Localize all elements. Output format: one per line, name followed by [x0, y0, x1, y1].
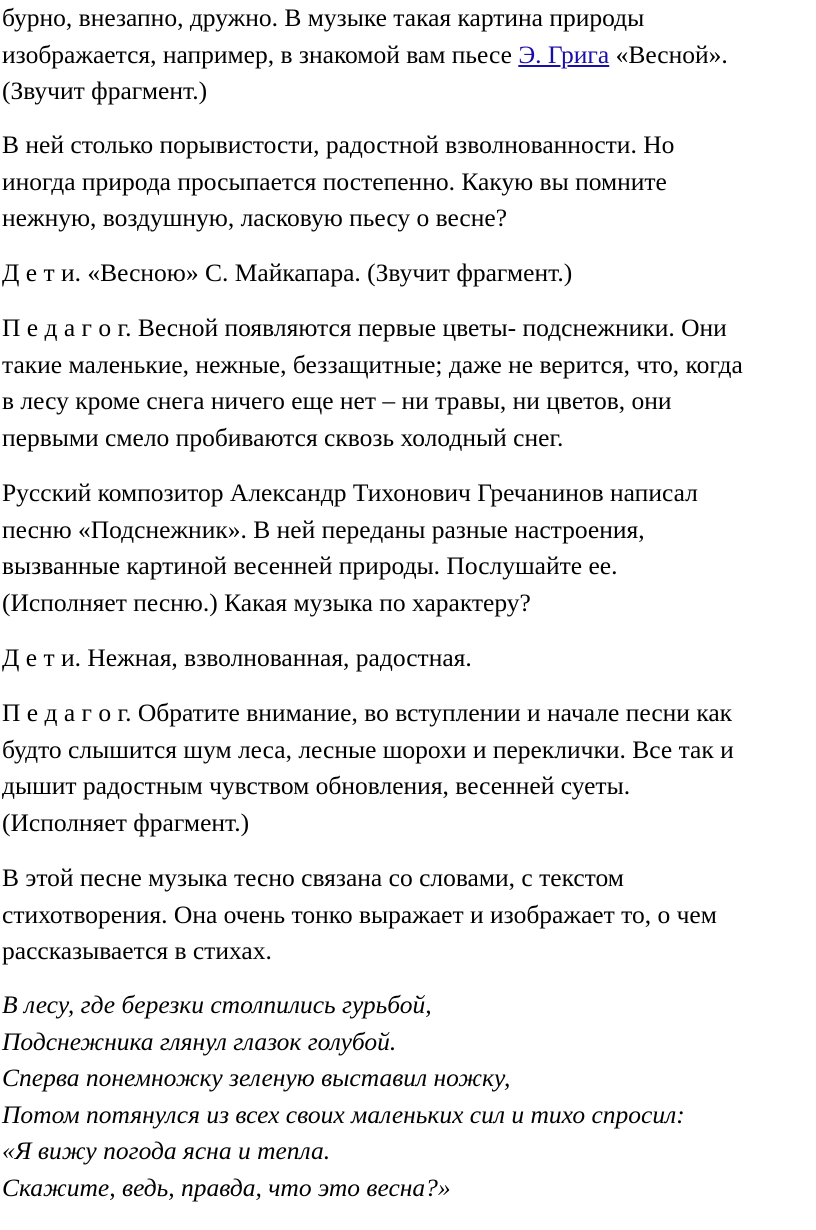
text-line: В этой песне музыка тесно связана со словами, с текстом — [2, 863, 624, 892]
text-line: вызванные картиной весенней природы. Послушайте ее. — [2, 551, 618, 580]
text-line: первыми смело пробиваются сквозь холодный снег. — [2, 422, 564, 452]
text-line: стихотворения. Она очень тонко выражает и изображает то, о чем — [2, 899, 717, 929]
text-span: «Весной». — [609, 39, 728, 69]
text-span: изображается, например, в знакомой вам пьесе — [2, 39, 519, 69]
text-line: Д е т и. Нежная, взволнованная, радостная. — [2, 643, 472, 672]
paragraph-1 — [0, 0, 814, 110]
poem-line: Потом потянулся из всех своих маленьких сил и тихо спросил: — [2, 1099, 685, 1129]
text-line: такие маленькие, нежные, беззащитные; даже не верится, что, когда — [2, 349, 743, 379]
poem-line: «Я вижу погода ясна и тепла. — [2, 1136, 331, 1165]
text-line: (Исполняет фрагмент.) — [2, 807, 250, 837]
text-line: В ней столько порывистости, радостной взволнованности. Но — [2, 130, 675, 159]
poem-line: Подснежника глянул глазок голубой. — [2, 1026, 397, 1056]
text-line: будто слышится шум леса, лесные шорохи и переклички. Все так и — [2, 734, 734, 764]
text-line: бурно, внезапно, дружно. В музыке такая картина природы — [2, 3, 645, 32]
text-line: П е д а г о г. Весной появляются первые цветы- подснежники. Они — [2, 313, 727, 342]
text-line: (Исполняет песню.) Какая музыка по характеру? — [2, 587, 531, 617]
paragraph-3 — [0, 255, 814, 292]
text-line: П е д а г о г. Обратите внимание, во вступлении и начале песни как — [2, 698, 733, 727]
poem-block — [0, 987, 685, 1206]
text-line: нежную, воздушную, ласковую пьесу о весне? — [2, 203, 508, 232]
poem-line: В лесу, где березки столпились гурьбой, — [2, 990, 432, 1019]
text-line: (Звучит фрагмент.) — [2, 76, 208, 105]
poem-line: Сперва понемножку зеленую выставил ножку, — [2, 1063, 511, 1092]
paragraph-6 — [0, 640, 814, 677]
text-line: Русский композитор Александр Тихонович Гречанинов написал — [2, 478, 698, 507]
paragraph-7 — [0, 695, 814, 841]
grieg-link[interactable]: Э. Грига — [518, 39, 610, 69]
text-line: Д е т и. «Весною» С. Майкапара. (Звучит фрагмент.) — [2, 258, 573, 287]
text-line: дышит радостным чувством обновления, весенней суеты. — [2, 771, 631, 800]
text-line: в лесу кроме снега ничего еще нет – ни травы, ни цветов, они — [2, 386, 672, 415]
poem-line: Скажите, ведь, правда, что это весна?» — [2, 1172, 451, 1202]
text-line: иногда природа просыпается постепенно. Какую вы помните — [2, 166, 667, 196]
paragraph-5 — [0, 475, 814, 621]
paragraph-4 — [0, 310, 814, 456]
text-line: песню «Подснежник». В ней переданы разные настроения, — [2, 514, 645, 544]
paragraph-8 — [0, 860, 814, 970]
paragraph-2 — [0, 127, 814, 237]
text-line — [2, 37, 814, 74]
text-line: рассказывается в стихах. — [2, 936, 272, 965]
